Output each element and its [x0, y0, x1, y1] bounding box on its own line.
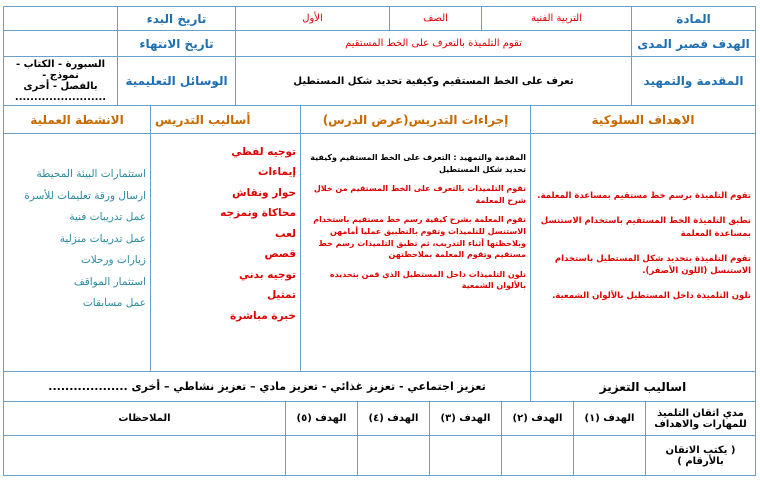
activities-cell — [4, 134, 151, 372]
mastery-note: ( يكتب الاتقان بالأرقام ) — [646, 436, 756, 476]
method-item: توجيه بدني — [239, 268, 296, 281]
start-date-label: تاريخ البدء — [118, 7, 236, 31]
reinforcement-label: اساليب التعزيز — [531, 372, 756, 402]
goal-4-header: الهدف (٤) — [358, 402, 430, 436]
objectives-cell — [531, 134, 756, 372]
mastery-label — [646, 402, 756, 436]
mastery-label-line-2: للمهارات والاهداف — [654, 418, 747, 430]
goal-1-header: الهدف (١) — [574, 402, 646, 436]
activity-item: استثمارات البيئة المحيطة — [36, 168, 146, 180]
goal-5-score[interactable] — [286, 436, 358, 476]
subject-value: التربية الفنية — [482, 7, 632, 31]
notes-header: الملاحظات — [4, 402, 286, 436]
lesson-info-table — [3, 6, 756, 106]
methods-header: أساليب التدريس — [151, 106, 301, 134]
aids-label: الوسائل التعليمية — [118, 57, 236, 106]
method-item: إيماءات — [257, 166, 296, 179]
procedures-header: إجراءات التدريس(عرض الدرس) — [301, 106, 531, 134]
end-date-value[interactable] — [4, 31, 118, 57]
short-goal-value: تقوم التلميذة بالتعرف على الخط المستقيم — [236, 31, 632, 57]
activity-item: زيارات ورحلات — [80, 254, 146, 267]
procedure-item: المقدمة والتمهيد : التعرف على الخط المستقيم وكيفية تحديد شكل المستطيل — [310, 153, 526, 174]
grade-value: الأول — [236, 7, 390, 31]
activity-item: عمل تدريبات منزلية — [59, 232, 146, 245]
intro-value: تعرف على الخط المستقيم وكيفية تحديد شكل المستطيل — [236, 57, 632, 106]
start-date-value[interactable] — [4, 7, 118, 31]
short-goal-label: الهدف قصير المدى — [632, 31, 756, 57]
activity-item: عمل مسابقات — [82, 297, 146, 310]
activities-header: الانشطة العملية — [4, 106, 151, 134]
method-item: تمثيل — [267, 289, 296, 302]
activity-item: ارسال ورقة تعليمات للأسرة — [24, 189, 146, 202]
objective-item: تقوم التلميذة برسم خط مستقيم بمساعدة المعلمة. — [537, 191, 751, 202]
method-item: توجيه لفظي — [231, 146, 296, 158]
method-item: لعب — [275, 227, 296, 240]
procedure-item: تلون التلميذات داخل المستطيل الذي قمن بتحديده بالألوان الشمعية — [329, 269, 526, 291]
aids-value-line-2: بالفصل - أخرى ........................ — [14, 81, 107, 103]
objective-item: تطبق التلميذة الخط المستقيم باستخدام الاستنسل بمساعدة المعلمة — [540, 216, 751, 239]
method-item: حوار ونقاش — [232, 186, 296, 199]
grade-label: الصف — [390, 7, 482, 31]
goal-4-score[interactable] — [358, 436, 430, 476]
objective-item: تقوم التلميذة بتحديد شكل المستطيل باستخدام الاستنسل (اللون الأصفر). — [554, 253, 751, 277]
procedures-cell — [301, 134, 531, 372]
notes-value[interactable] — [4, 436, 286, 476]
teaching-table — [3, 105, 756, 402]
goal-5-header: الهدف (٥) — [286, 402, 358, 436]
procedure-item: تقوم التلميذات بالتعرف على الخط المستقيم من خلال شرح المعلمة — [313, 184, 526, 205]
objectives-header: الاهداف السلوكية — [531, 106, 756, 134]
activity-item: استثمار المواقف — [73, 275, 146, 288]
mastery-label-line-1: مدي اتقان التلميذ — [657, 407, 744, 419]
goal-1-score[interactable] — [574, 436, 646, 476]
reinforcement-value: تعزيز اجتماعي - تعزيز غذائي - تعزيز مادي – تعزيز نشاطي – أخرى ................... — [4, 372, 531, 402]
method-item: محاكاة ونمزجه — [220, 207, 296, 220]
lesson-plan-sheet — [4, 6, 756, 496]
aids-value-line-1: السبورة - الكتاب - نموذج - — [16, 59, 105, 81]
objective-item: تلون التلميذة داخل المستطيل بالألوان الشمعية. — [552, 291, 751, 301]
goal-2-header: الهدف (٢) — [502, 402, 574, 436]
method-item: خبرة مباشرة — [229, 309, 296, 322]
aids-value — [4, 57, 118, 106]
end-date-label: تاريخ الانتهاء — [118, 31, 236, 57]
procedure-item: تقوم المعلمة بشرح كيفية رسم خط مستقيم باستخدام الاستنسل للتلميذات وتقوم بالتطبيق عمليا أمامهن وبلاحظتها أثناء التدريب، ثم تطبق التلميذات رسم خط مستقيم وتقوم المعلمة بملاحظتهن — [313, 215, 526, 260]
subject-label: المادة — [632, 7, 756, 31]
intro-label: المقدمة والتمهيد — [632, 57, 756, 106]
goal-2-score[interactable] — [502, 436, 574, 476]
goal-3-score[interactable] — [430, 436, 502, 476]
method-item: قصص — [264, 248, 296, 261]
goal-3-header: الهدف (٣) — [430, 402, 502, 436]
activity-item: عمل تدريبات فنية — [69, 211, 146, 224]
methods-cell — [151, 134, 301, 372]
mastery-table — [3, 401, 756, 476]
